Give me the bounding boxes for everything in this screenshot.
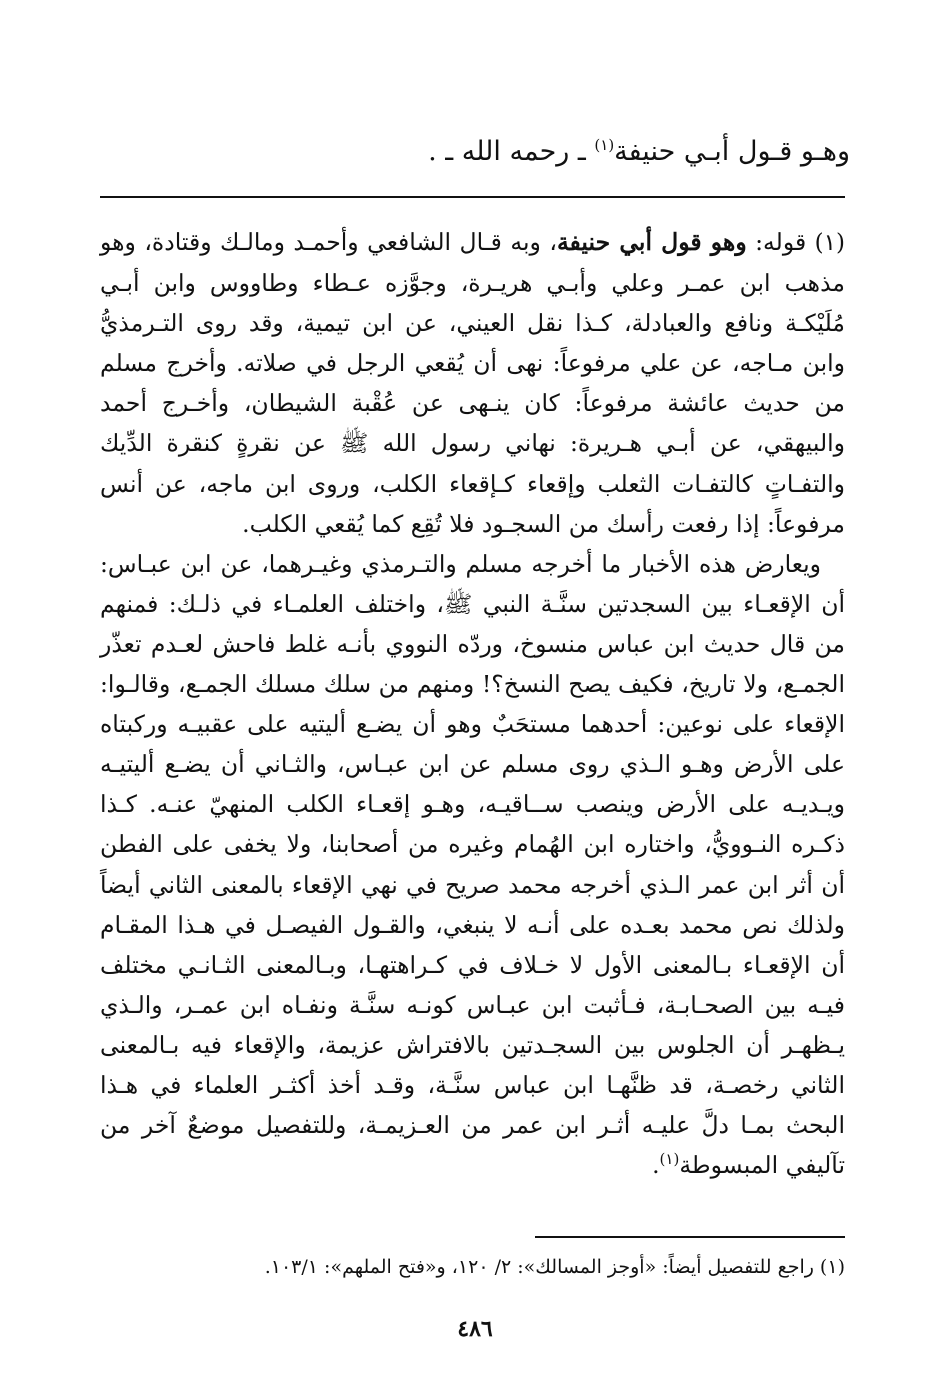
main-note-ref: (١) (594, 136, 615, 154)
footnote-divider (535, 1236, 845, 1238)
commentary-para2-end: . (652, 1151, 660, 1180)
commentary-para2-text: ويعارض هذه الأخبار ما أخرجه مسلم والتـرمذي وغيـرهما، عن ابن عبـاس: أن الإقعـاء بين السجدتين سنَّـة النبي ﷺ، واختلف العلمـاء في ذلـك: فمنهم من قال حديث ابن عباس منسوخ، وردّه النووي بأنـه غلط فاحش لعـدم تعذّر الجمـع، ولا تاريخ، فكيف يصح النسخ؟! ومنهم من سلك مسلك الجمـع، وقالـوا: الإقعاء على نوعين: أحدهما مستحَبٌ وهو أن يضـع أليتيه على عقبيـه وركبتاه على الأرض وهـو الـذي روى مسلم عن ابن عبـاس، والثـاني أن يضـع أليتيـه ويـديـه على الأرض وينصب ســاقيـه، وهـو إقعـاء الكلب المنهيّ عنـه. كـذا ذكـره النـوويُّ، واختاره ابن الهُمام وغيره من أصحابنا، ولا يخفى على الفطن أن أثر ابن عمر الـذي أخرجه محمد صريح في نهي الإقعاء بالمعنى الثاني أيضاً ولذلك نص محمد بعـده على أنـه لا ينبغي، والقـول الفيصـل في هـذا المقـام أن الإقعـاء بـالمعنى الأول لا خـلاف في كـراهتهـا، وبـالمعنى الثـانـي مختلف فيـه بين الصحـابـة، فـأثبت ابن عبـاس كونـه سنَّـة ونفـاه ابن عمـر، والـذي يـظهـر أن الجلوس بين السجـدتين بالافتراش عزيمة، والإقعاء فيه بـالمعنى الثاني رخصـة، قد ظنَّهـا ابن عباس سنَّـة، وقـد أخذ أكثـر العلماء في هـذا البحث بمـا دلَّ عليـه أثـر ابن عمر من العـزيمـة، وللتفصيل موضعٌ آخر من تآليفي المبسوطة (100, 549, 845, 1180)
commentary-intro: قوله: (746, 228, 815, 256)
commentary-divider (100, 196, 845, 198)
main-text-line (100, 132, 850, 172)
commentary-note-ref: (١) (659, 1150, 680, 1169)
commentary-block (100, 222, 845, 1185)
footnote: (١) راجع للتفصيل أيضاً: «أوجز المسالك»: ٢/ ١٢٠، و«فتح الملهم»: ١٠٣/١. (264, 1256, 845, 1278)
commentary-para1-text: ، وبه قـال الشافعي وأحمـد ومالـك وقتادة، وهو مذهب ابن عمـر وعلي وأبـي هريـرة، وجوَّزه عـطاء وطاووس وابن أبـي مُلَيْكـة ونافع والعبادلة، كـذا نقل العيني، عن ابن تيمية، وقد روى التـرمذيُّ وابن مـاجه، عن علي مرفوعاً: نهى أن يُقعي الرجل في صلاته. وأخرج مسلم من حديث عائشة مرفوعاً: كان ينـهى عن عُقْبة الشيطان، وأخـرج أحمد والبيهقي، عن أبـي هـريرة: نهاني رسول الله ﷺ عن نقرةٍ كنقرة الدِّيك والتفـاتٍ كالتفـات الثعلب وإقعاء كـإقعاء الكلب، وروى ابن ماجه، عن أنس مرفوعاً: إذا رفعت رأسك من السجـود فلا تُقِع كما يُقعي الكلب. (100, 228, 845, 538)
page-number: ٤٨٦ (457, 1316, 493, 1342)
main-text-after: ـ رحمه الله ـ . (428, 136, 595, 167)
commentary-bold-phrase: وهو قول أبي حنيفة (556, 228, 747, 256)
commentary-marker: (١) (814, 230, 845, 256)
main-text: وهـو قـول أبـي حنيفة (614, 136, 850, 167)
commentary-paragraph-1 (100, 222, 845, 544)
commentary-paragraph-2 (100, 544, 845, 1186)
